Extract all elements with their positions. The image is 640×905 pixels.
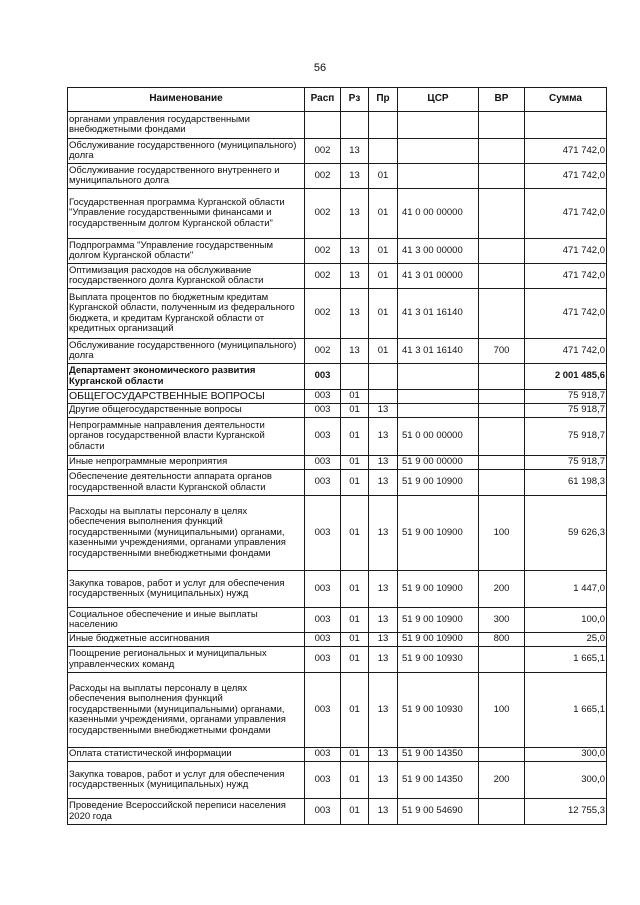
table-row	[68, 673, 607, 748]
cell-rz: 01	[341, 762, 369, 799]
cell-csr: 41 3 01 16140	[398, 339, 479, 364]
cell-pr: 13	[369, 571, 398, 608]
cell-sum: 471 742,0	[525, 164, 607, 189]
cell-rasp: 003	[305, 608, 341, 633]
cell-pr	[369, 364, 398, 390]
cell-rasp: 003	[305, 633, 341, 647]
cell-pr: 01	[369, 239, 398, 264]
cell-sum: 100,0	[525, 608, 607, 633]
cell-rz: 13	[341, 339, 369, 364]
table-row	[68, 799, 607, 825]
cell-pr: 13	[369, 762, 398, 799]
table-row	[68, 189, 607, 239]
cell-vr: 700	[479, 339, 525, 364]
cell-vr	[479, 139, 525, 164]
cell-sum: 75 918,7	[525, 390, 607, 404]
cell-sum: 2 001 485,6	[525, 364, 607, 390]
cell-rz: 13	[341, 264, 369, 289]
table-body	[68, 112, 607, 825]
cell-rasp: 003	[305, 799, 341, 825]
table-row	[68, 418, 607, 456]
cell-rz: 01	[341, 748, 369, 762]
cell-rasp: 003	[305, 404, 341, 418]
cell-sum	[525, 112, 607, 139]
cell-vr	[479, 264, 525, 289]
cell-csr: 41 3 01 00000	[398, 264, 479, 289]
table-row	[68, 164, 607, 189]
cell-rasp: 002	[305, 139, 341, 164]
cell-pr: 13	[369, 418, 398, 456]
cell-name: Иные бюджетные ассигнования	[68, 633, 305, 647]
cell-vr	[479, 647, 525, 673]
cell-sum: 471 742,0	[525, 239, 607, 264]
cell-vr	[479, 364, 525, 390]
cell-name: Закупка товаров, работ и услуг для обеспечения государственных (муниципальных) нужд	[68, 762, 305, 799]
cell-rasp: 003	[305, 748, 341, 762]
table-row	[68, 647, 607, 673]
cell-rasp: 002	[305, 189, 341, 239]
cell-vr	[479, 164, 525, 189]
cell-rasp: 002	[305, 264, 341, 289]
cell-sum: 1 665,1	[525, 673, 607, 748]
cell-pr: 13	[369, 799, 398, 825]
cell-csr: 51 9 00 10900	[398, 470, 479, 496]
cell-vr	[479, 289, 525, 339]
table-row	[68, 239, 607, 264]
cell-csr	[398, 164, 479, 189]
cell-rz: 01	[341, 673, 369, 748]
cell-name: органами управления государственными внебюджетными фондами	[68, 112, 305, 139]
cell-rz: 13	[341, 164, 369, 189]
cell-rz: 13	[341, 139, 369, 164]
table-row	[68, 390, 607, 404]
cell-rz	[341, 364, 369, 390]
header-csr: ЦСР	[398, 88, 479, 112]
cell-csr: 51 9 00 10930	[398, 647, 479, 673]
cell-name: Проведение Всероссийской переписи населения 2020 года	[68, 799, 305, 825]
cell-sum: 1 665,1	[525, 647, 607, 673]
cell-vr: 200	[479, 762, 525, 799]
cell-sum: 471 742,0	[525, 264, 607, 289]
cell-rz: 13	[341, 189, 369, 239]
cell-csr: 51 9 00 10900	[398, 608, 479, 633]
cell-sum: 25,0	[525, 633, 607, 647]
cell-sum: 471 742,0	[525, 189, 607, 239]
cell-vr	[479, 418, 525, 456]
cell-sum: 75 918,7	[525, 456, 607, 470]
cell-pr: 13	[369, 647, 398, 673]
cell-pr: 01	[369, 339, 398, 364]
cell-sum: 471 742,0	[525, 339, 607, 364]
cell-csr: 51 9 00 10900	[398, 633, 479, 647]
cell-vr: 200	[479, 571, 525, 608]
cell-pr: 13	[369, 748, 398, 762]
cell-sum: 12 755,3	[525, 799, 607, 825]
cell-rz: 01	[341, 390, 369, 404]
cell-name: Оплата статистической информации	[68, 748, 305, 762]
cell-name: Обслуживание государственного (муниципального) долга	[68, 339, 305, 364]
cell-csr: 51 9 00 10900	[398, 571, 479, 608]
cell-name: Обеспечение деятельности аппарата органов государственной власти Курганской области	[68, 470, 305, 496]
cell-csr	[398, 390, 479, 404]
header-sum: Сумма	[525, 88, 607, 112]
cell-rasp: 002	[305, 289, 341, 339]
cell-name: Обслуживание государственного (муниципального) долга	[68, 139, 305, 164]
cell-csr	[398, 364, 479, 390]
page-number: 56	[313, 62, 327, 74]
cell-pr: 01	[369, 264, 398, 289]
cell-name: Непрограммные направления деятельности органов государственной власти Курганской области	[68, 418, 305, 456]
cell-vr: 800	[479, 633, 525, 647]
cell-vr	[479, 799, 525, 825]
cell-name: Государственная программа Курганской области "Управление государственными финансами и государственным долгом Курганской области"	[68, 189, 305, 239]
header-rz: Рз	[341, 88, 369, 112]
cell-name: Департамент экономического развития Курганской области	[68, 364, 305, 390]
cell-csr	[398, 139, 479, 164]
cell-pr: 13	[369, 673, 398, 748]
table-row	[68, 364, 607, 390]
cell-rz	[341, 112, 369, 139]
cell-rasp: 003	[305, 364, 341, 390]
cell-pr: 13	[369, 404, 398, 418]
header-pr: Пр	[369, 88, 398, 112]
cell-pr	[369, 112, 398, 139]
header-rasp: Расп	[305, 88, 341, 112]
table-row	[68, 633, 607, 647]
cell-sum: 471 742,0	[525, 139, 607, 164]
cell-pr	[369, 390, 398, 404]
table-row	[68, 139, 607, 164]
cell-vr	[479, 748, 525, 762]
cell-csr	[398, 112, 479, 139]
cell-name: Социальное обеспечение и иные выплаты населению	[68, 608, 305, 633]
cell-vr: 100	[479, 496, 525, 571]
cell-sum: 75 918,7	[525, 404, 607, 418]
cell-rasp	[305, 112, 341, 139]
cell-rz: 01	[341, 647, 369, 673]
cell-csr: 51 9 00 54690	[398, 799, 479, 825]
cell-rz: 13	[341, 289, 369, 339]
cell-vr	[479, 470, 525, 496]
cell-sum: 59 626,3	[525, 496, 607, 571]
cell-name: Иные непрограммные мероприятия	[68, 456, 305, 470]
header-name: Наименование	[68, 88, 305, 112]
cell-rz: 01	[341, 470, 369, 496]
cell-csr: 51 0 00 00000	[398, 418, 479, 456]
cell-rasp: 003	[305, 673, 341, 748]
table-row	[68, 762, 607, 799]
table-row	[68, 496, 607, 571]
cell-rz: 01	[341, 418, 369, 456]
cell-vr	[479, 239, 525, 264]
cell-rz: 13	[341, 239, 369, 264]
cell-rasp: 003	[305, 571, 341, 608]
cell-pr: 13	[369, 456, 398, 470]
cell-rasp: 003	[305, 470, 341, 496]
table-row	[68, 748, 607, 762]
cell-csr: 51 9 00 14350	[398, 748, 479, 762]
cell-rasp: 002	[305, 339, 341, 364]
cell-name: Расходы на выплаты персоналу в целях обеспечения выполнения функций государственными (муниципальными) органами, казенными учреждениями, органами управления государственными внебюджетными фондами	[68, 496, 305, 571]
table-row	[68, 571, 607, 608]
cell-name: Другие общегосударственные вопросы	[68, 404, 305, 418]
table-header-row	[68, 88, 607, 112]
cell-pr: 13	[369, 608, 398, 633]
cell-name: Поощрение региональных и муниципальных управленческих команд	[68, 647, 305, 673]
cell-vr: 300	[479, 608, 525, 633]
cell-vr	[479, 456, 525, 470]
cell-rasp: 003	[305, 496, 341, 571]
cell-rasp: 002	[305, 239, 341, 264]
table-row	[68, 470, 607, 496]
table-row	[68, 608, 607, 633]
table-row	[68, 339, 607, 364]
cell-pr: 01	[369, 289, 398, 339]
budget-table	[67, 87, 607, 825]
cell-rasp: 002	[305, 164, 341, 189]
cell-vr	[479, 390, 525, 404]
cell-sum: 300,0	[525, 748, 607, 762]
cell-rasp: 003	[305, 390, 341, 404]
cell-pr: 13	[369, 633, 398, 647]
cell-name: Оптимизация расходов на обслуживание государственного долга Курганской области	[68, 264, 305, 289]
cell-rz: 01	[341, 608, 369, 633]
cell-sum: 1 447,0	[525, 571, 607, 608]
cell-rasp: 003	[305, 762, 341, 799]
cell-rz: 01	[341, 799, 369, 825]
cell-name: ОБЩЕГОСУДАРСТВЕННЫЕ ВОПРОСЫ	[68, 390, 305, 404]
cell-rz: 01	[341, 571, 369, 608]
cell-name: Расходы на выплаты персоналу в целях обеспечения выполнения функций государственными (муниципальными) органами, казенными учреждениями, органами управления государственными внебюджетными фондами	[68, 673, 305, 748]
cell-csr: 41 3 00 00000	[398, 239, 479, 264]
cell-rz: 01	[341, 404, 369, 418]
cell-pr: 01	[369, 189, 398, 239]
cell-sum: 75 918,7	[525, 418, 607, 456]
cell-name: Обслуживание государственного внутреннего и муниципального долга	[68, 164, 305, 189]
cell-csr: 51 9 00 10930	[398, 673, 479, 748]
cell-name: Подпрограмма "Управление государственным долгом Курганской области"	[68, 239, 305, 264]
cell-sum: 61 198,3	[525, 470, 607, 496]
cell-csr	[398, 404, 479, 418]
cell-rz: 01	[341, 633, 369, 647]
table-row	[68, 404, 607, 418]
header-vr: ВР	[479, 88, 525, 112]
cell-csr: 41 3 01 16140	[398, 289, 479, 339]
cell-vr	[479, 404, 525, 418]
cell-csr: 41 0 00 00000	[398, 189, 479, 239]
cell-rz: 01	[341, 496, 369, 571]
cell-vr: 100	[479, 673, 525, 748]
cell-name: Закупка товаров, работ и услуг для обеспечения государственных (муниципальных) нужд	[68, 571, 305, 608]
cell-pr: 13	[369, 470, 398, 496]
cell-vr	[479, 189, 525, 239]
cell-sum: 471 742,0	[525, 289, 607, 339]
cell-rasp: 003	[305, 456, 341, 470]
cell-rz: 01	[341, 456, 369, 470]
cell-pr: 13	[369, 496, 398, 571]
cell-pr: 01	[369, 164, 398, 189]
cell-sum: 300,0	[525, 762, 607, 799]
cell-rasp: 003	[305, 647, 341, 673]
cell-vr	[479, 112, 525, 139]
table-row	[68, 456, 607, 470]
cell-csr: 51 9 00 10900	[398, 496, 479, 571]
cell-pr	[369, 139, 398, 164]
cell-name: Выплата процентов по бюджетным кредитам Курганской области, полученным из федерального бюджета, и кредитам Курганской области от кредитных организаций	[68, 289, 305, 339]
table-row	[68, 112, 607, 139]
cell-rasp: 003	[305, 418, 341, 456]
cell-csr: 51 9 00 14350	[398, 762, 479, 799]
table-row	[68, 264, 607, 289]
cell-csr: 51 9 00 00000	[398, 456, 479, 470]
table-row	[68, 289, 607, 339]
